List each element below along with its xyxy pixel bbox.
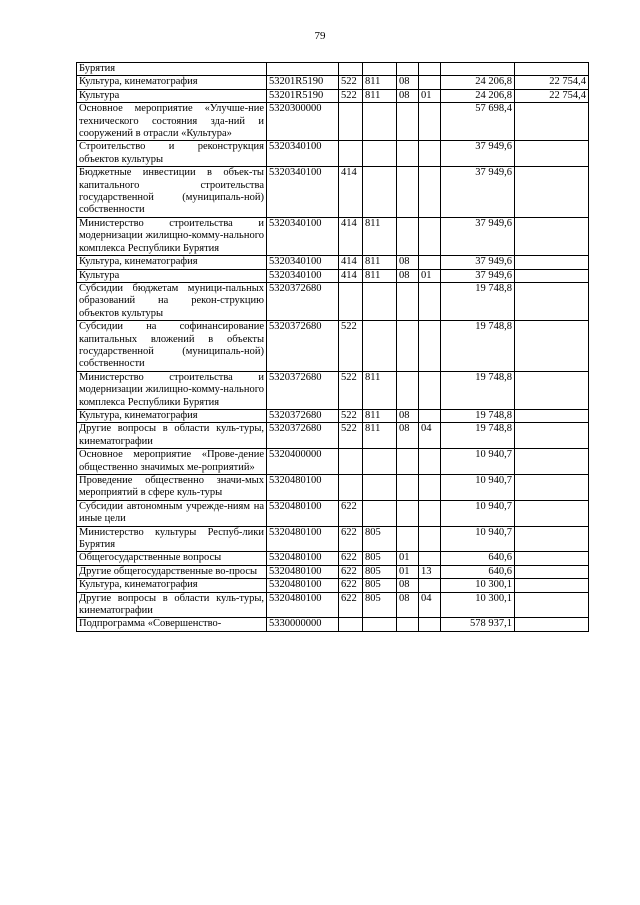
target-article-cell: 5320340100	[267, 141, 339, 167]
row-name-cell: Министерство строительства и модернизации жилищно-комму-нального комплекса Республики Бурятия	[77, 217, 267, 255]
subsection-cell	[419, 141, 441, 167]
subsection-cell: 04	[419, 592, 441, 618]
section-cell	[397, 167, 419, 218]
target-article-cell	[267, 63, 339, 76]
subsection-cell	[419, 256, 441, 269]
ministry-code-cell: 811	[363, 269, 397, 282]
amount-second-cell	[515, 167, 589, 218]
amount-second-cell	[515, 256, 589, 269]
subsection-cell	[419, 103, 441, 141]
ministry-code-cell	[363, 321, 397, 372]
expense-type-cell: 414	[339, 167, 363, 218]
ministry-code-cell	[363, 449, 397, 475]
section-cell	[397, 371, 419, 409]
amount-cell: 24 206,8	[441, 89, 515, 102]
amount-cell: 19 748,8	[441, 282, 515, 320]
section-cell	[397, 321, 419, 372]
table-row	[77, 423, 589, 449]
subsection-cell	[419, 500, 441, 526]
amount-second-cell	[515, 423, 589, 449]
ministry-code-cell	[363, 63, 397, 76]
ministry-code-cell	[363, 618, 397, 631]
section-cell	[397, 618, 419, 631]
row-name-cell: Подпрограмма «Совершенство-	[77, 618, 267, 631]
ministry-code-cell: 811	[363, 423, 397, 449]
expense-type-cell	[339, 475, 363, 501]
ministry-code-cell: 805	[363, 579, 397, 592]
target-article-cell: 5330000000	[267, 618, 339, 631]
row-name-cell: Субсидии на софинансирование капитальных вложений в объекты государственной (муниципаль-ной) собственности	[77, 321, 267, 372]
section-cell	[397, 449, 419, 475]
row-name-cell: Другие вопросы в области куль-туры, кинематографии	[77, 592, 267, 618]
amount-second-cell	[515, 500, 589, 526]
row-name-cell: Бюджетные инвестиции в объек-ты капитального строительства государственной (муниципаль-ной) собственности	[77, 167, 267, 218]
row-name-cell: Бурятия	[77, 63, 267, 76]
expense-type-cell	[339, 141, 363, 167]
ministry-code-cell	[363, 475, 397, 501]
amount-cell: 10 940,7	[441, 500, 515, 526]
target-article-cell: 5320340100	[267, 217, 339, 255]
target-article-cell: 5320340100	[267, 167, 339, 218]
amount-cell: 19 748,8	[441, 371, 515, 409]
row-name-cell: Субсидии автономным учрежде-ниям на иные цели	[77, 500, 267, 526]
row-name-cell: Другие вопросы в области куль-туры, кинематографии	[77, 423, 267, 449]
expense-type-cell	[339, 449, 363, 475]
subsection-cell: 04	[419, 423, 441, 449]
target-article-cell: 53201R5190	[267, 76, 339, 89]
ministry-code-cell: 805	[363, 552, 397, 565]
amount-second-cell	[515, 449, 589, 475]
amount-second-cell: 22 754,4	[515, 89, 589, 102]
ministry-code-cell: 811	[363, 76, 397, 89]
subsection-cell: 13	[419, 565, 441, 578]
row-name-cell: Проведение общественно значи-мых мероприятий в сфере куль-туры	[77, 475, 267, 501]
table-row	[77, 141, 589, 167]
row-name-cell: Министерство культуры Респуб-лики Бурятия	[77, 526, 267, 552]
amount-cell: 10 940,7	[441, 526, 515, 552]
amount-cell: 578 937,1	[441, 618, 515, 631]
ministry-code-cell: 805	[363, 592, 397, 618]
row-name-cell: Культура, кинематография	[77, 76, 267, 89]
amount-second-cell	[515, 565, 589, 578]
table-row	[77, 217, 589, 255]
subsection-cell	[419, 409, 441, 422]
table-body	[77, 63, 589, 632]
table-row	[77, 371, 589, 409]
table-row	[77, 63, 589, 76]
subsection-cell	[419, 321, 441, 372]
section-cell	[397, 141, 419, 167]
row-name-cell: Основное мероприятие «Прове-дение общественно значимых ме-роприятий»	[77, 449, 267, 475]
expense-type-cell: 622	[339, 500, 363, 526]
ministry-code-cell: 811	[363, 217, 397, 255]
ministry-code-cell	[363, 103, 397, 141]
budget-table	[76, 62, 589, 632]
subsection-cell	[419, 449, 441, 475]
section-cell	[397, 475, 419, 501]
ministry-code-cell: 805	[363, 565, 397, 578]
section-cell: 08	[397, 76, 419, 89]
page-number: 79	[314, 30, 326, 42]
subsection-cell	[419, 552, 441, 565]
amount-cell: 10 300,1	[441, 592, 515, 618]
section-cell	[397, 103, 419, 141]
expense-type-cell: 622	[339, 526, 363, 552]
amount-second-cell	[515, 475, 589, 501]
ministry-code-cell	[363, 282, 397, 320]
table-row	[77, 579, 589, 592]
expense-type-cell: 522	[339, 409, 363, 422]
amount-cell: 10 940,7	[441, 449, 515, 475]
target-article-cell: 5320480100	[267, 500, 339, 526]
row-name-cell: Культура	[77, 269, 267, 282]
ministry-code-cell: 805	[363, 526, 397, 552]
section-cell: 08	[397, 423, 419, 449]
section-cell: 08	[397, 89, 419, 102]
expense-type-cell: 622	[339, 552, 363, 565]
subsection-cell	[419, 618, 441, 631]
target-article-cell: 5320300000	[267, 103, 339, 141]
target-article-cell: 53201R5190	[267, 89, 339, 102]
expense-type-cell: 414	[339, 269, 363, 282]
expense-type-cell: 622	[339, 579, 363, 592]
amount-cell: 19 748,8	[441, 409, 515, 422]
target-article-cell: 5320480100	[267, 592, 339, 618]
target-article-cell: 5320480100	[267, 565, 339, 578]
expense-type-cell: 622	[339, 592, 363, 618]
target-article-cell: 5320480100	[267, 552, 339, 565]
ministry-code-cell: 811	[363, 371, 397, 409]
amount-second-cell	[515, 217, 589, 255]
row-name-cell: Основное мероприятие «Улучше-ние технического состояния зда-ний и сооружений в отрасли «Культура»	[77, 103, 267, 141]
subsection-cell	[419, 63, 441, 76]
target-article-cell: 5320372680	[267, 321, 339, 372]
amount-second-cell	[515, 282, 589, 320]
table-row	[77, 618, 589, 631]
amount-cell: 640,6	[441, 565, 515, 578]
expense-type-cell: 522	[339, 76, 363, 89]
target-article-cell: 5320340100	[267, 269, 339, 282]
amount-cell: 19 748,8	[441, 321, 515, 372]
table-row	[77, 167, 589, 218]
row-name-cell: Культура, кинематография	[77, 409, 267, 422]
section-cell: 08	[397, 579, 419, 592]
ministry-code-cell: 811	[363, 256, 397, 269]
amount-cell: 37 949,6	[441, 217, 515, 255]
amount-cell: 37 949,6	[441, 167, 515, 218]
amount-cell: 37 949,6	[441, 256, 515, 269]
target-article-cell: 5320372680	[267, 282, 339, 320]
table-row	[77, 76, 589, 89]
subsection-cell	[419, 76, 441, 89]
table-row	[77, 592, 589, 618]
subsection-cell	[419, 217, 441, 255]
row-name-cell: Общегосударственные вопросы	[77, 552, 267, 565]
row-name-cell: Культура	[77, 89, 267, 102]
target-article-cell: 5320480100	[267, 475, 339, 501]
amount-cell: 10 300,1	[441, 579, 515, 592]
ministry-code-cell: 811	[363, 409, 397, 422]
expense-type-cell: 522	[339, 89, 363, 102]
amount-second-cell	[515, 371, 589, 409]
amount-second-cell	[515, 592, 589, 618]
section-cell: 08	[397, 592, 419, 618]
target-article-cell: 5320480100	[267, 579, 339, 592]
table-row	[77, 409, 589, 422]
expense-type-cell	[339, 63, 363, 76]
amount-cell	[441, 63, 515, 76]
subsection-cell	[419, 371, 441, 409]
amount-cell: 19 748,8	[441, 423, 515, 449]
ministry-code-cell	[363, 500, 397, 526]
table-row	[77, 526, 589, 552]
table-row	[77, 269, 589, 282]
ministry-code-cell: 811	[363, 89, 397, 102]
subsection-cell	[419, 475, 441, 501]
table-row	[77, 256, 589, 269]
target-article-cell: 5320340100	[267, 256, 339, 269]
ministry-code-cell	[363, 141, 397, 167]
table-row	[77, 89, 589, 102]
expense-type-cell: 522	[339, 321, 363, 372]
table-row	[77, 321, 589, 372]
table-row	[77, 475, 589, 501]
amount-second-cell: 22 754,4	[515, 76, 589, 89]
section-cell	[397, 217, 419, 255]
amount-second-cell	[515, 63, 589, 76]
row-name-cell: Субсидии бюджетам муници-пальных образований на рекон-струкцию объектов культуры	[77, 282, 267, 320]
expense-type-cell: 522	[339, 423, 363, 449]
subsection-cell: 01	[419, 89, 441, 102]
row-name-cell: Культура, кинематография	[77, 256, 267, 269]
section-cell: 08	[397, 409, 419, 422]
table-row	[77, 565, 589, 578]
amount-second-cell	[515, 321, 589, 372]
expense-type-cell	[339, 618, 363, 631]
ministry-code-cell	[363, 167, 397, 218]
target-article-cell: 5320480100	[267, 526, 339, 552]
amount-second-cell	[515, 103, 589, 141]
amount-cell: 37 949,6	[441, 141, 515, 167]
amount-second-cell	[515, 526, 589, 552]
amount-second-cell	[515, 579, 589, 592]
subsection-cell	[419, 282, 441, 320]
target-article-cell: 5320400000	[267, 449, 339, 475]
table-row	[77, 103, 589, 141]
amount-cell: 640,6	[441, 552, 515, 565]
subsection-cell: 01	[419, 269, 441, 282]
target-article-cell: 5320372680	[267, 371, 339, 409]
target-article-cell: 5320372680	[267, 409, 339, 422]
section-cell: 08	[397, 256, 419, 269]
amount-cell: 10 940,7	[441, 475, 515, 501]
table-row	[77, 552, 589, 565]
expense-type-cell	[339, 282, 363, 320]
expense-type-cell	[339, 103, 363, 141]
row-name-cell: Культура, кинематография	[77, 579, 267, 592]
expense-type-cell: 522	[339, 371, 363, 409]
row-name-cell: Министерство строительства и модернизации жилищно-комму-нального комплекса Республики Бурятия	[77, 371, 267, 409]
subsection-cell	[419, 579, 441, 592]
section-cell: 01	[397, 565, 419, 578]
row-name-cell: Другие общегосударственные во-просы	[77, 565, 267, 578]
amount-cell: 24 206,8	[441, 76, 515, 89]
section-cell: 01	[397, 552, 419, 565]
expense-type-cell: 414	[339, 256, 363, 269]
amount-second-cell	[515, 269, 589, 282]
row-name-cell: Строительство и реконструкция объектов культуры	[77, 141, 267, 167]
table-row	[77, 282, 589, 320]
section-cell	[397, 63, 419, 76]
section-cell	[397, 526, 419, 552]
amount-second-cell	[515, 618, 589, 631]
table-row	[77, 500, 589, 526]
expense-type-cell: 622	[339, 565, 363, 578]
section-cell	[397, 282, 419, 320]
amount-cell: 37 949,6	[441, 269, 515, 282]
section-cell	[397, 500, 419, 526]
subsection-cell	[419, 167, 441, 218]
section-cell: 08	[397, 269, 419, 282]
amount-second-cell	[515, 141, 589, 167]
expense-type-cell: 414	[339, 217, 363, 255]
amount-second-cell	[515, 552, 589, 565]
amount-cell: 57 698,4	[441, 103, 515, 141]
subsection-cell	[419, 526, 441, 552]
table-row	[77, 449, 589, 475]
target-article-cell: 5320372680	[267, 423, 339, 449]
amount-second-cell	[515, 409, 589, 422]
